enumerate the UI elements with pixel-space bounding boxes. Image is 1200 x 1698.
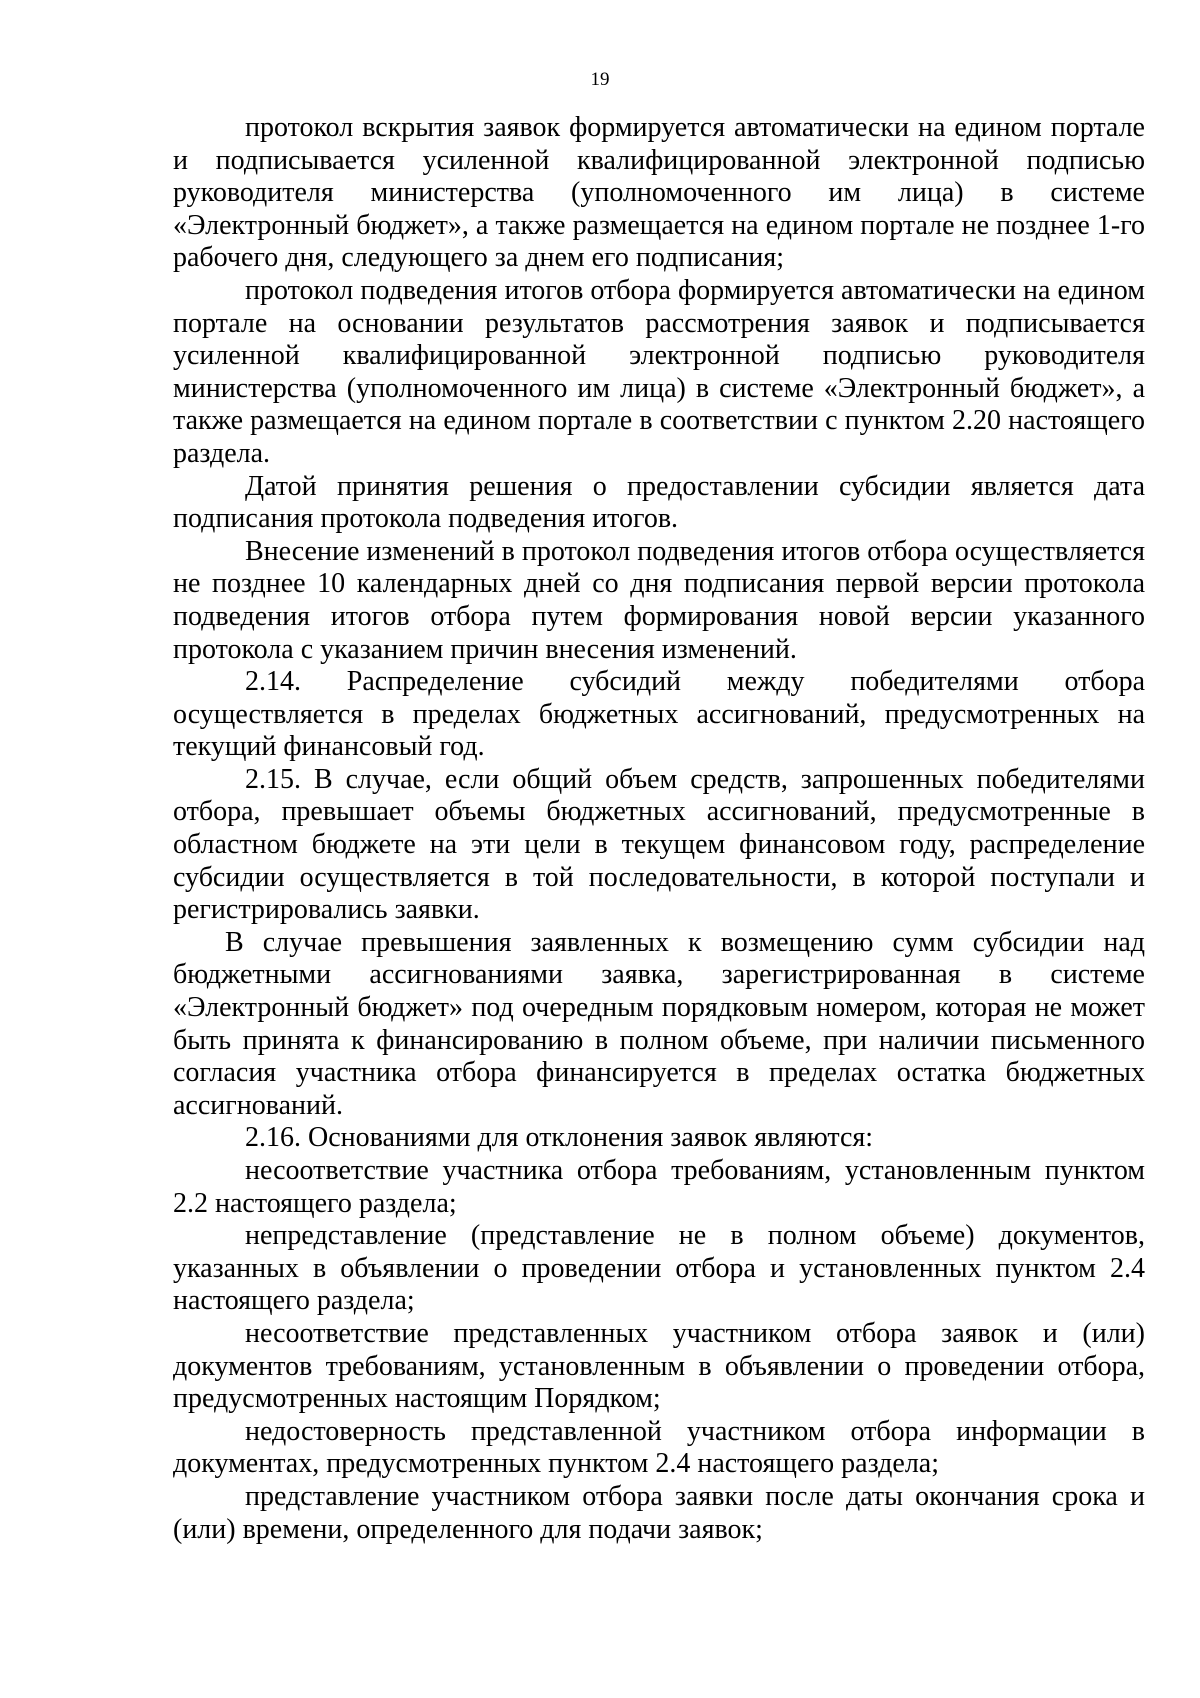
- list-item-noncompliance-documents: несоответствие представленных участником отбора заявок и (или) документов требованиям, установленным в объявлении о проведении отбора, предусмотренных настоящим Порядком;: [173, 1317, 1145, 1415]
- paragraph-2-14: 2.14. Распределение субсидий между победителями отбора осуществляется в пределах бюджетных ассигнований, предусмотренных на текущий финансовый год.: [173, 666, 1145, 763]
- paragraph-decision-date: Датой принятия решения о предоставлении субсидии является дата подписания протокола подведения итогов.: [173, 470, 1145, 535]
- paragraph-excess-case: В случае превышения заявленных к возмещению сумм субсидии над бюджетными ассигнованиями заявка, зарегистрированная в системе «Электронный бюджет» под очередным порядковым номером, которая не может быть принята к финансированию в полном объеме, при наличии письменного согласия участника отбора финансируется в пределах остатка бюджетных ассигнований.: [173, 926, 1145, 1121]
- list-item-late-submission: представление участником отбора заявки после даты окончания срока и (или) времени, определенного для подачи заявок;: [173, 1480, 1145, 1545]
- paragraph-results-protocol: протокол подведения итогов отбора формируется автоматически на едином портале на основании результатов рассмотрения заявок и подписывается усиленной квалифицированной электронной подписью руководителя министерства (уполномоченного им лица) в системе «Электронный бюджет», а также размещается на едином портале в соответствии с пунктом 2.20 настоящего раздела.: [173, 274, 1145, 469]
- paragraph-opening-protocol: протокол вскрытия заявок формируется автоматически на едином портале и подписывается усиленной квалифицированной электронной подписью руководителя министерства (уполномоченного им лица) в системе «Электронный бюджет», а также размещается на едином портале не позднее 1-го рабочего дня, следующего за днем его подписания;: [173, 112, 1145, 274]
- paragraph-protocol-changes: Внесение изменений в протокол подведения итогов отбора осуществляется не позднее 10 календарных дней со дня подписания первой версии протокола подведения итогов отбора путем формирования новой версии указанного протокола с указанием причин внесения изменений.: [173, 535, 1145, 665]
- page-number: 19: [590, 69, 610, 90]
- paragraph-2-15: 2.15. В случае, если общий объем средств, запрошенных победителями отбора, превышает объемы бюджетных ассигнований, предусмотренные в областном бюджете на эти цели в текущем финансовом году, распределение субсидии осуществляется в той последовательности, в которой поступали и регистрировались заявки.: [173, 763, 1145, 926]
- list-item-missing-documents: непредставление (представление не в полном объеме) документов, указанных в объявлении о проведении отбора и установленных пунктом 2.4 настоящего раздела;: [173, 1220, 1145, 1317]
- list-item-unreliable-information: недостоверность представленной участником отбора информации в документах, предусмотренных пунктом 2.4 настоящего раздела;: [173, 1415, 1145, 1480]
- document-body: [173, 112, 1145, 1546]
- paragraph-2-16: 2.16. Основаниями для отклонения заявок являются:: [245, 1122, 874, 1154]
- list-item-noncompliance-participant: несоответствие участника отбора требованиям, установленным пунктом 2.2 настоящего раздела;: [173, 1155, 1145, 1219]
